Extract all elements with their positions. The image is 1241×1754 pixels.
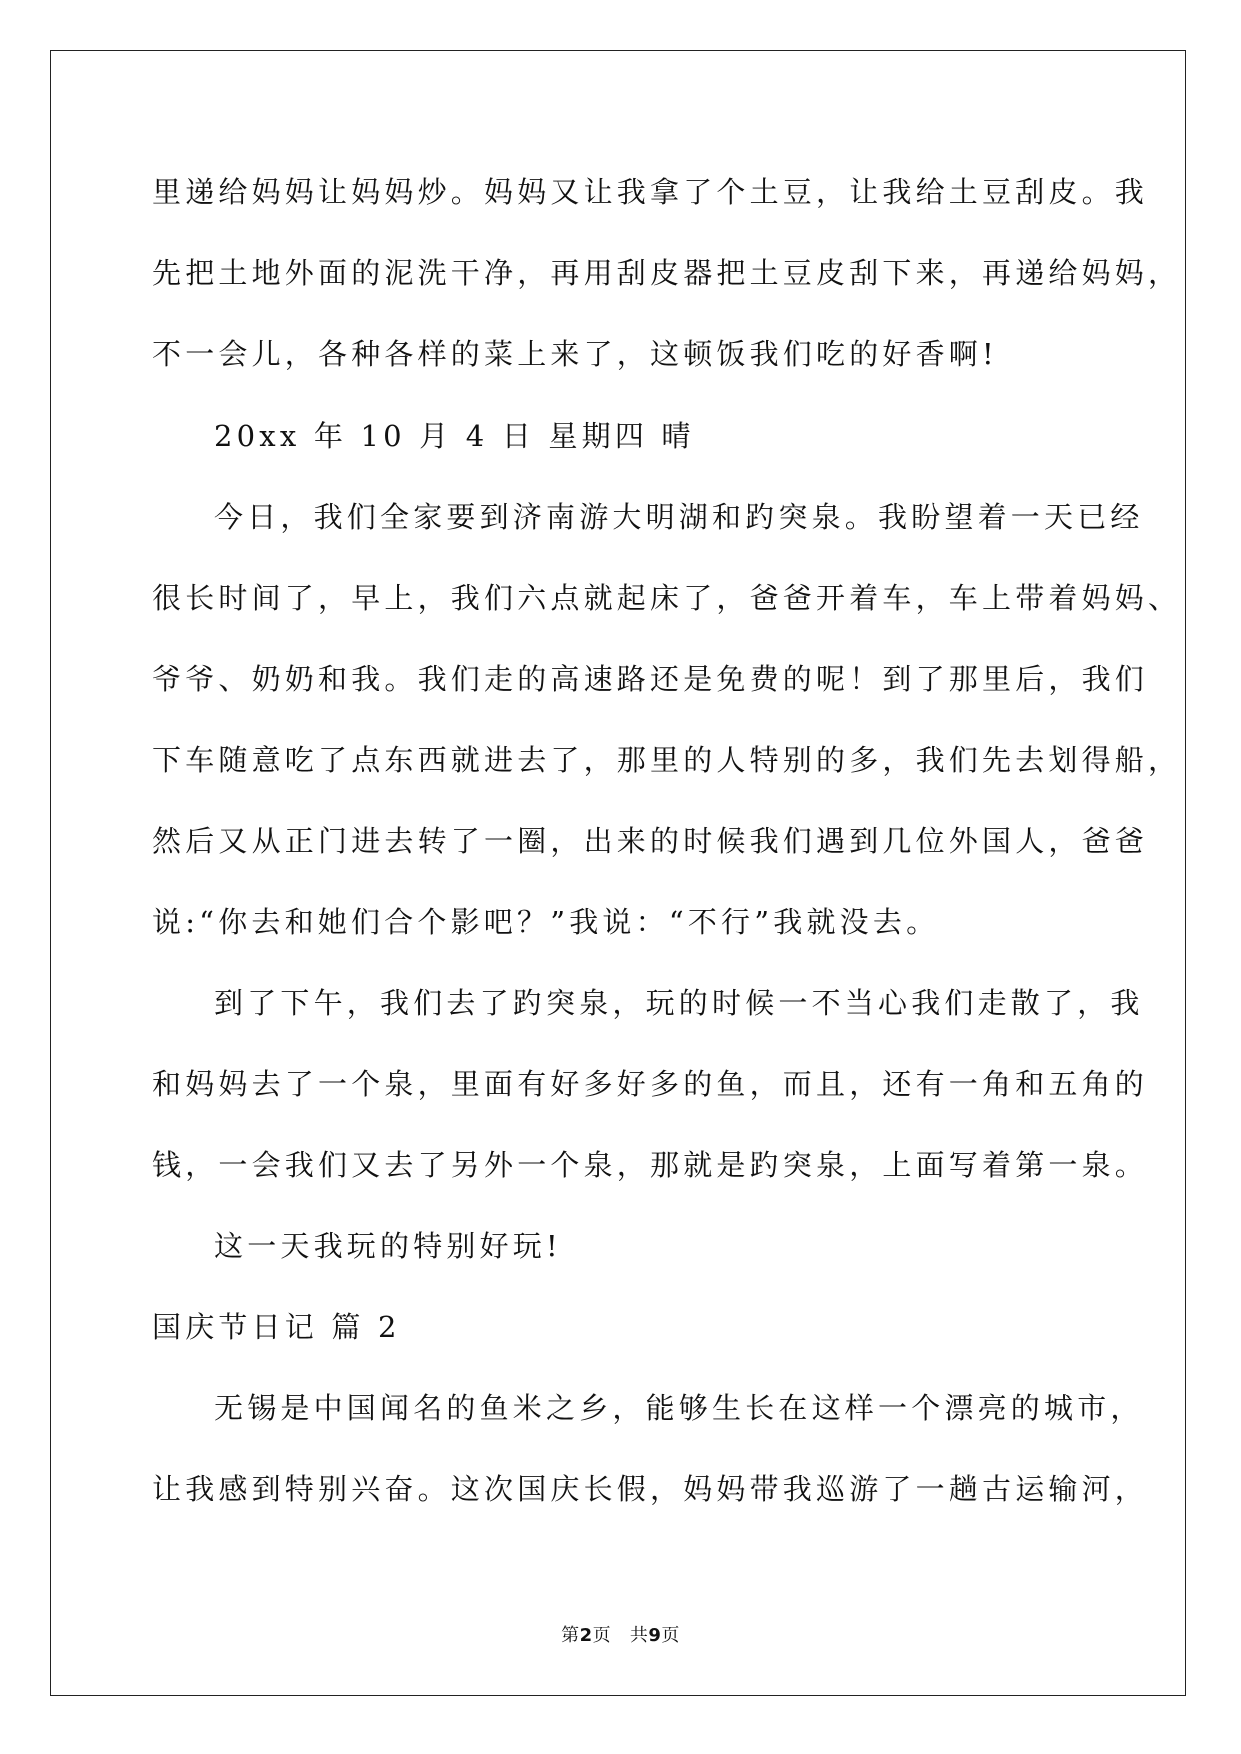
text-line: 和妈妈去了一个泉，里面有好多好多的鱼，而且，还有一角和五角的 bbox=[152, 1067, 1149, 1101]
section-heading: 国庆节日记 篇 2 bbox=[152, 1310, 401, 1344]
footer-total-pages: 9 bbox=[648, 1625, 662, 1646]
footer-total-suffix: 页 bbox=[661, 1625, 680, 1646]
footer-page-prefix: 第 bbox=[561, 1625, 580, 1646]
text-line: 爷爷、奶奶和我。我们走的高速路还是免费的呢！到了那里后，我们 bbox=[152, 662, 1149, 696]
text-line: 到了下午，我们去了趵突泉，玩的时候一不当心我们走散了，我 bbox=[214, 986, 1144, 1020]
text-line: 无锡是中国闻名的鱼米之乡，能够生长在这样一个漂亮的城市， bbox=[214, 1391, 1144, 1425]
footer-total-prefix: 共 bbox=[629, 1625, 649, 1646]
text-line: 很长时间了，早上，我们六点就起床了，爸爸开着车，车上带着妈妈、 bbox=[152, 581, 1182, 615]
footer-page-suffix: 页 bbox=[592, 1625, 612, 1646]
text-line: 不一会儿，各种各样的菜上来了，这顿饭我们吃的好香啊! bbox=[152, 337, 998, 371]
text-line: 说:“你去和她们合个影吧？”我说：“不行”我就没去。 bbox=[152, 905, 940, 939]
text-line: 让我感到特别兴奋。这次国庆长假，妈妈带我巡游了一趟古运输河， bbox=[152, 1472, 1149, 1506]
text-line: 今日，我们全家要到济南游大明湖和趵突泉。我盼望着一天已经 bbox=[214, 500, 1144, 534]
text-line: 下车随意吃了点东西就进去了，那里的人特别的多，我们先去划得船， bbox=[152, 743, 1182, 777]
footer-page-number: 2 bbox=[579, 1625, 593, 1646]
text-line: 先把土地外面的泥洗干净，再用刮皮器把土豆皮刮下来，再递给妈妈， bbox=[152, 256, 1182, 290]
page-footer bbox=[0, 1624, 1241, 1648]
diary-date-heading: 20xx 年 10 月 4 日 星期四 晴 bbox=[214, 419, 695, 453]
text-line: 里递给妈妈让妈妈炒。妈妈又让我拿了个土豆，让我给土豆刮皮。我 bbox=[152, 175, 1149, 209]
text-line: 然后又从正门进去转了一圈，出来的时候我们遇到几位外国人，爸爸 bbox=[152, 824, 1149, 858]
text-line: 这一天我玩的特别好玩! bbox=[214, 1229, 562, 1263]
text-line: 钱，一会我们又去了另外一个泉，那就是趵突泉，上面写着第一泉。 bbox=[152, 1148, 1149, 1182]
page-border bbox=[50, 50, 1186, 1696]
